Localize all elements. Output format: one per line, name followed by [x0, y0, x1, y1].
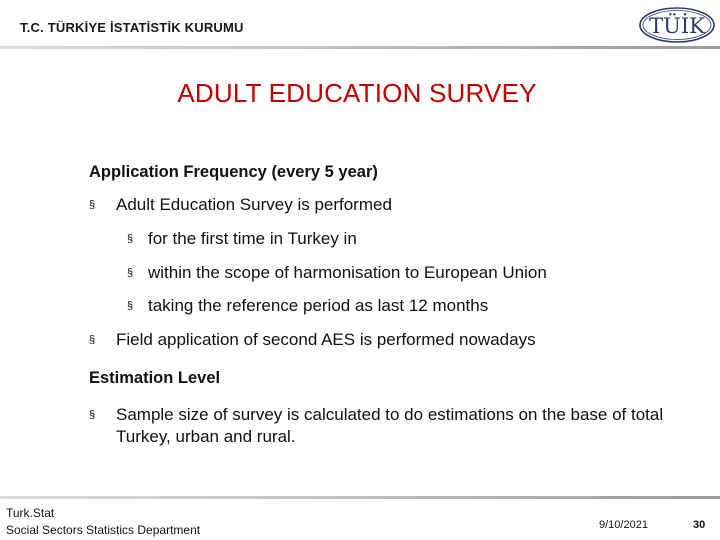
footer-org-name: Turk.Stat	[6, 506, 55, 520]
sub-bullet-text: within the scope of harmonisation to European Union	[148, 263, 547, 282]
page-number: 30	[693, 519, 706, 531]
bullet-marker: §	[89, 409, 96, 421]
bullet-item	[89, 329, 689, 351]
sub-bullet-item	[127, 228, 687, 250]
footer-date: 9/10/2021	[599, 519, 648, 531]
organization-name: T.C. TÜRKİYE İSTATİSTİK KURUMU	[20, 20, 244, 35]
footer-department: Social Sectors Statistics Department	[6, 523, 201, 537]
bullet-marker: §	[127, 267, 134, 279]
bullet-item	[89, 404, 679, 448]
slide-title: ADULT EDUCATION SURVEY	[177, 78, 537, 108]
tuik-logo	[638, 6, 716, 44]
bullet-text: Field application of second AES is performed nowadays	[116, 330, 536, 349]
sub-bullet-item	[127, 295, 687, 317]
header-divider	[0, 46, 720, 49]
sub-bullet-text: for the first time in Turkey in	[148, 229, 357, 248]
section-heading-estimation: Estimation Level	[89, 369, 221, 387]
section-heading-frequency: Application Frequency (every 5 year)	[89, 163, 378, 181]
bullet-marker: §	[89, 334, 96, 346]
bullet-item	[89, 194, 689, 216]
logo-text: TÜİK	[649, 14, 705, 38]
bullet-marker: §	[89, 199, 96, 211]
footer-source	[6, 505, 200, 539]
sub-bullet-item	[127, 262, 687, 284]
bullet-marker: §	[127, 233, 134, 245]
bullet-text: Sample size of survey is calculated to do estimations on the base of total Turkey, urban and rural.	[116, 405, 664, 446]
bullet-text: Adult Education Survey is performed	[116, 195, 392, 214]
sub-bullet-text: taking the reference period as last 12 months	[148, 296, 489, 315]
footer-divider	[0, 496, 720, 499]
bullet-marker: §	[127, 300, 134, 312]
